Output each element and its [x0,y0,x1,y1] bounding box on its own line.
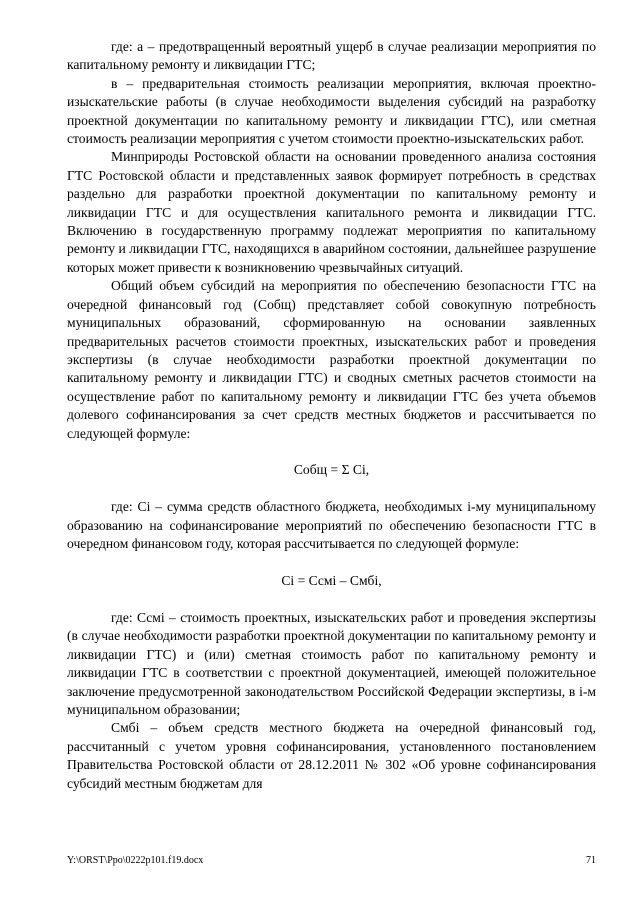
page-number: 71 [586,855,596,866]
formula-total: Собщ = Σ Сi, [293,461,370,477]
paragraph-minprirody: Минприроды Ростовской области на основании проведенного анализа состояния ГТС Ростовской области и представленных заявок формирует потребность в средствах раздельно для разработки проектной документации по капитальному ремонту и ликвидации ГТС и для осуществления капитального ремонта и ликвидации ГТС. Включению в государственную программу подлежат мероприятия по капитальному ремонту и ликвидации ГТС, находящихся в аварийном состоянии, дальнейшее разрушение которых может привести к возникновению чрезвычайных ситуаций. [67,149,596,275]
document-body [67,38,596,793]
paragraph-smbi-definition: Смбi – объем средств местного бюджета на очередной финансовый год, рассчитанный с учетом уровня софинансирования, установленного постановлением Правительства Ростовской области от 28.12.2011 № 302 «Об уровне софинансирования субсидий местным бюджетам для [67,720,596,791]
paragraph-total-subsidies: Общий объем субсидий на мероприятия по обеспечению безопасности ГТС на очередной финансовый год (Собщ) представляет собой совокупную потребность муниципальных образований, сформированную на основании заявленных предварительных расчетов стоимости проектных, изыскательских работ и проведения экспертизы (в случае необходимости разработки проектной документации по капитальному ремонту и ликвидации ГТС) и сводных сметных расчетов стоимости на осуществление работ по капитальному ремонту и ликвидации ГТС без учета объемов долевого софинансирования за счет средств местных бюджетов и рассчитывается по следующей формуле: [67,278,596,441]
paragraph-ssmi-definition: где: Ссмi – стоимость проектных, изыскательских работ и проведения экспертизы (в случае необходимости разработки проектной документации по капитальному ремонту и ликвидации ГТС) и (или) сметная стоимость работ по капитальному ремонту и ликвидации ГТС в соответствии с проектной документацией, имеющей положительное заключение предусмотренной законодательством Российской Федерации экспертизы, в i-м муниципальном образовании; [67,609,596,717]
file-path: Y:\ORST\Ppo\0222p101.f19.docx [67,855,204,866]
paragraph-ci-definition: где: Сi – сумма средств областного бюджета, необходимых i-му муниципальному образованию на софинансирование мероприятий по обеспечению безопасности ГТС в очередном финансовом году, которая рассчитывается по следующей формуле: [67,499,596,552]
formula-ci: Сi = Ссмi – Смбi, [281,572,382,588]
paragraph-a-definition: где: а – предотвращенный вероятный ущерб в случае реализации мероприятия по капитальному ремонту и ликвидации ГТС; [67,39,596,73]
paragraph-b-definition: в – предварительная стоимость реализации мероприятия, включая проектно-изыскательские работы (в случае необходимости выделения субсидий на разработку проектной документации по капитальному ремонту и ликвидации ГТС), или сметная стоимость реализации мероприятия с учетом стоимости проектно-изыскательских работ. [67,75,596,147]
